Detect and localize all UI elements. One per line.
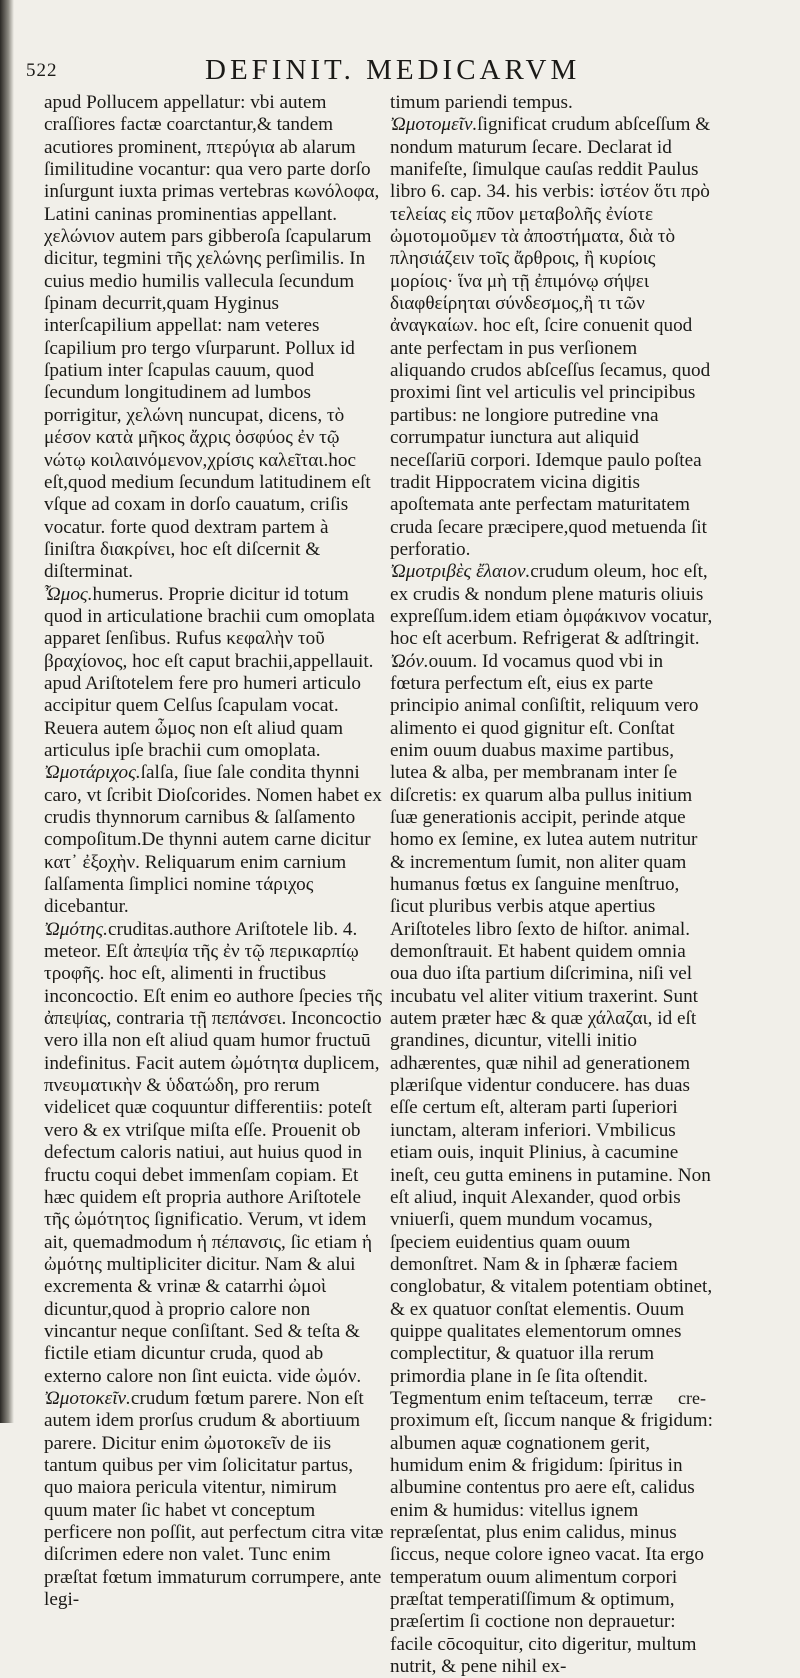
left-column bbox=[44, 92, 384, 1611]
entry-headword: Ὠμότης. bbox=[44, 918, 108, 940]
entry bbox=[390, 114, 715, 561]
page-binding-shadow bbox=[0, 0, 14, 1423]
entry bbox=[44, 762, 384, 918]
entry bbox=[390, 561, 715, 650]
entry bbox=[390, 651, 715, 1678]
running-head: DEFINIT. MEDICARVM bbox=[205, 54, 581, 86]
entry bbox=[44, 1388, 384, 1611]
entry-headword: Ὠμοτομεῖν. bbox=[390, 114, 478, 136]
entry-text: crudum fœtum parere. Non eſt autem idem prorſus crudum & abortiuum parere. Dicitur enim ὠμοτοκεῖν de iis tantum quibus per vim ſolicitatur partus, quo maiora pericula vitentur, nimirum quum mater ſic habet vt conceptum perficere non poſſit, aut perfectum citra vitæ diſcrimen edere non valet. Tunc enim præſtat fœtum immaturum corrumpere, ante legi- bbox=[44, 1387, 384, 1611]
entry-headword: Ὠμοτριβὲς ἔλαιον. bbox=[390, 561, 531, 583]
entry-continuation: timum pariendi tempus. bbox=[390, 92, 573, 113]
right-column bbox=[390, 92, 715, 1678]
entry-headword: Ὠμοτοκεῖν. bbox=[44, 1387, 131, 1409]
entry-text: ſalſa, ſiue ſale condita thynni caro, vt ſcribit Dioſcorides. Nomen habet ex crudis thynnorum carnibus & ſalſamento compoſitum.De thynni autem carne dicitur κατ᾽ ἐξοχὴν. Reliquarum enim carnium ſalſamenta ſimplici nomine τάριχος dicebantur. bbox=[44, 762, 382, 918]
entry bbox=[44, 584, 384, 763]
entry-text: ouum. Id vocamus quod vbi in fœtura perfectum eſt, eius ex parte principio animal conſiſtit, reliquum vero alimento ei quod gignitur eſt. Conſtat enim ouum duabus maxime partibus, lutea & alba, per membranam inter ſe diſcretis: ex quarum alba pullus initium ſuæ generationis accipit, perinde atque homo ex ſemine, ex lutea autem nutritur & incrementum ſumit, non aliter quam humanus fœtus ex ſanguine menſtruo, ſicut pluribus verbis atque apertius Ariſtoteles libro ſexto de hiſtor. animal. demonſtrauit. Et habent quidem omnia oua duo iſta partium diſcrimina, niſi vel incubatu vel aliter vitium traxerint. Sunt autem præter hæc & quæ χάλαζαι, id eſt grandines, dicuntur, vitelli initio adhærentes, quæ nihil ad generationem plæriſque videntur conducere. has duas eſſe certum eſt, alteram parti ſuperiori iunctam, alteram inferiori. Vmbilicus etiam ouis, inquit Plinius, à cacumine ineſt, ceu gutta eminens in putamine. Non eſt aliud, inquit Alexander, quod orbis vniuerſi, quem mundum vocamus, ſpeciem euidentius quam ouum demonſtret. Nam & in ſphæræ faciem conglobatur, & vitalem potentiam obtinet, & ex quatuor conſtat elementis. Ouum quippe qualitates elementorum omnes complectitur, & quatuor illa rerum primordia plane in ſe ſita oſtendit. Tegmentum enim teſtaceum, terræ proximum eſt, ſiccum nanque & frigidum: albumen aquæ cognationem gerit, humidum enim & frigidum: ſpiritus in albumine contentus pro aere eſt, calidus enim & humidus: vitellus ignem repræſentat, plus enim calidus, minus ſiccus, neque colore igneo vacat. Ita ergo temperatum ouum alimentum corpori præſtat temperatiſſimum & optimum, præſertim ſi coctione non deprauetur: facile cōcoquitur, cito digeritur, multum nutrit, & pene nihil ex- bbox=[390, 650, 713, 1678]
entry-text: humerus. Proprie dicitur id totum quod in articulatione brachii cum omoplata apparet ſenſibus. Rufus κεφαλὴν τοῦ βραχίονος, hoc eſt caput brachii,appellauit. apud Ariſtotelem fere pro humeri articulo accipitur quem Celſus ſcapulam vocat. Reuera autem ὦμος non eſt aliud quam articulus ipſe brachii cum omoplata. bbox=[44, 583, 375, 761]
page-number: 522 bbox=[26, 60, 58, 81]
entry-text: crudum oleum, hoc eſt, ex crudis & nondum plene maturis oliuis expreſſum.idem etiam ὀμφάκινον vocatur, hoc eſt acerbum. Refrigerat & adſtringit. bbox=[390, 561, 713, 650]
entry-text: ſignificat crudum abſceſſum & nondum maturum ſecare. Declarat id manifeſte, ſimulque cauſas reddit Paulus libro 6. cap. 34. his verbis: ἰστέον ὅτι πρὸ τελείας εἰς πῦον μεταβολῆς ἐνίοτε ὠμοτομοῦμεν τὰ ἀποστήματα, διὰ τὸ πλησιάζειν τοῖς ἄρθροις, ἢ κυρίοις μορίοις· ἵνα μὴ τῇ ἐπιμόνῳ σήψει διαφθείρηται σύνδεσμος,ἢ τι τῶν ἀναγκαίων. hoc eſt, ſcire conuenit quod ante perfectam in pus verſionem aliquando crudos abſceſſus ſecamus, quod proximi ſint vel articulis vel principibus partibus: ne longiore putredine vna corrumpatur iunctura aut aliquid neceſſariū corpori. Idemque paulo poſtea tradit Hippocratem vicina digitis apoſtemata ante perfectam maturitatem cruda ſecare præcipere,quod metuenda ſit perforatio. bbox=[390, 114, 711, 560]
catchword: cre- bbox=[678, 1388, 706, 1408]
entry-headword: Ὦμος. bbox=[44, 583, 93, 605]
entry-text: cruditas.authore Ariſtotele lib. 4. meteor. Eſt ἀπεψία τῆς ἐν τῷ περικαρπίῳ τροφῆς. hoc eſt, alimenti in fructibus inconcoctio. Eſt enim eo authore ſpecies τῆς ἀπεψίας, contraria τῇ πεπάνσει. Inconcoctio vero illa non eſt aliud quam humor fructuū indefinitus. Facit autem ὠμότητα duplicem, πνευματικὴν & ὑδατώδη, pro rerum videlicet quæ coquuntur differentiis: poteſt vero & ex vtriſque miſta eſſe. Prouenit ob defectum caloris natiui, aut huius quod in fructu coqui debet immenſam copiam. Et hæc quidem eſt propria authore Ariſtotele τῆς ὠμότητος ſignificatio. Verum, vt idem ait, quemadmodum ἡ πέπανσις, ſic etiam ἡ ὠμότης multipliciter dicitur. Nam & alui excrementa & vrinæ & catarrhi ὠμοὶ dicuntur,quod à proprio calore non vincantur neque conſiſtant. Sed & teſta & fictile etiam dicuntur cruda, quod ab externo calore non ſint euicta. vide ὠμόν. bbox=[44, 918, 383, 1387]
entry bbox=[44, 919, 384, 1388]
entry-headword: Ὠόν. bbox=[390, 650, 429, 672]
entry-headword: Ὠμοτάριχος. bbox=[44, 762, 141, 784]
entry-continuation: apud Pollucem appellatur: vbi autem craſſiores factæ coarctantur,& tandem acutiores prominent, πτερύγια ab alarum ſimilitudine vocantur: qua vero parte dorſo inſurgunt iuxta primas vertebras κωνόλοφα, Latini caninas prominentias appellant. χελώνιον autem pars gibberoſa ſcapularum dicitur, tegmini τῆς χελώνης perſimilis. In cuius medio humilis vallecula ſecundum ſpinam decurrit,quam Hyginus interſcapilium appellat: nam veteres ſcapilium pro tergo vſurparunt. Pollux id ſpatium inter ſcapulas cauum, quod ſecundum longitudinem ad lumbos porrigitur, χελώνη nuncupat, dicens, τὸ μέσον κατὰ μῆκος ἄχρις ὀσφύος ἐν τῷ νώτῳ κοιλαινόμενον,χρίσις καλεῖται.hoc eſt,quod medium ſecundum latitudinem eſt vſque ad coxam in dorſo cauatum, criſis vocatur. forte quod dextram partem à ſiniſtra διακρίνει, hoc eſt diſcernit & diſterminat. bbox=[44, 92, 380, 583]
